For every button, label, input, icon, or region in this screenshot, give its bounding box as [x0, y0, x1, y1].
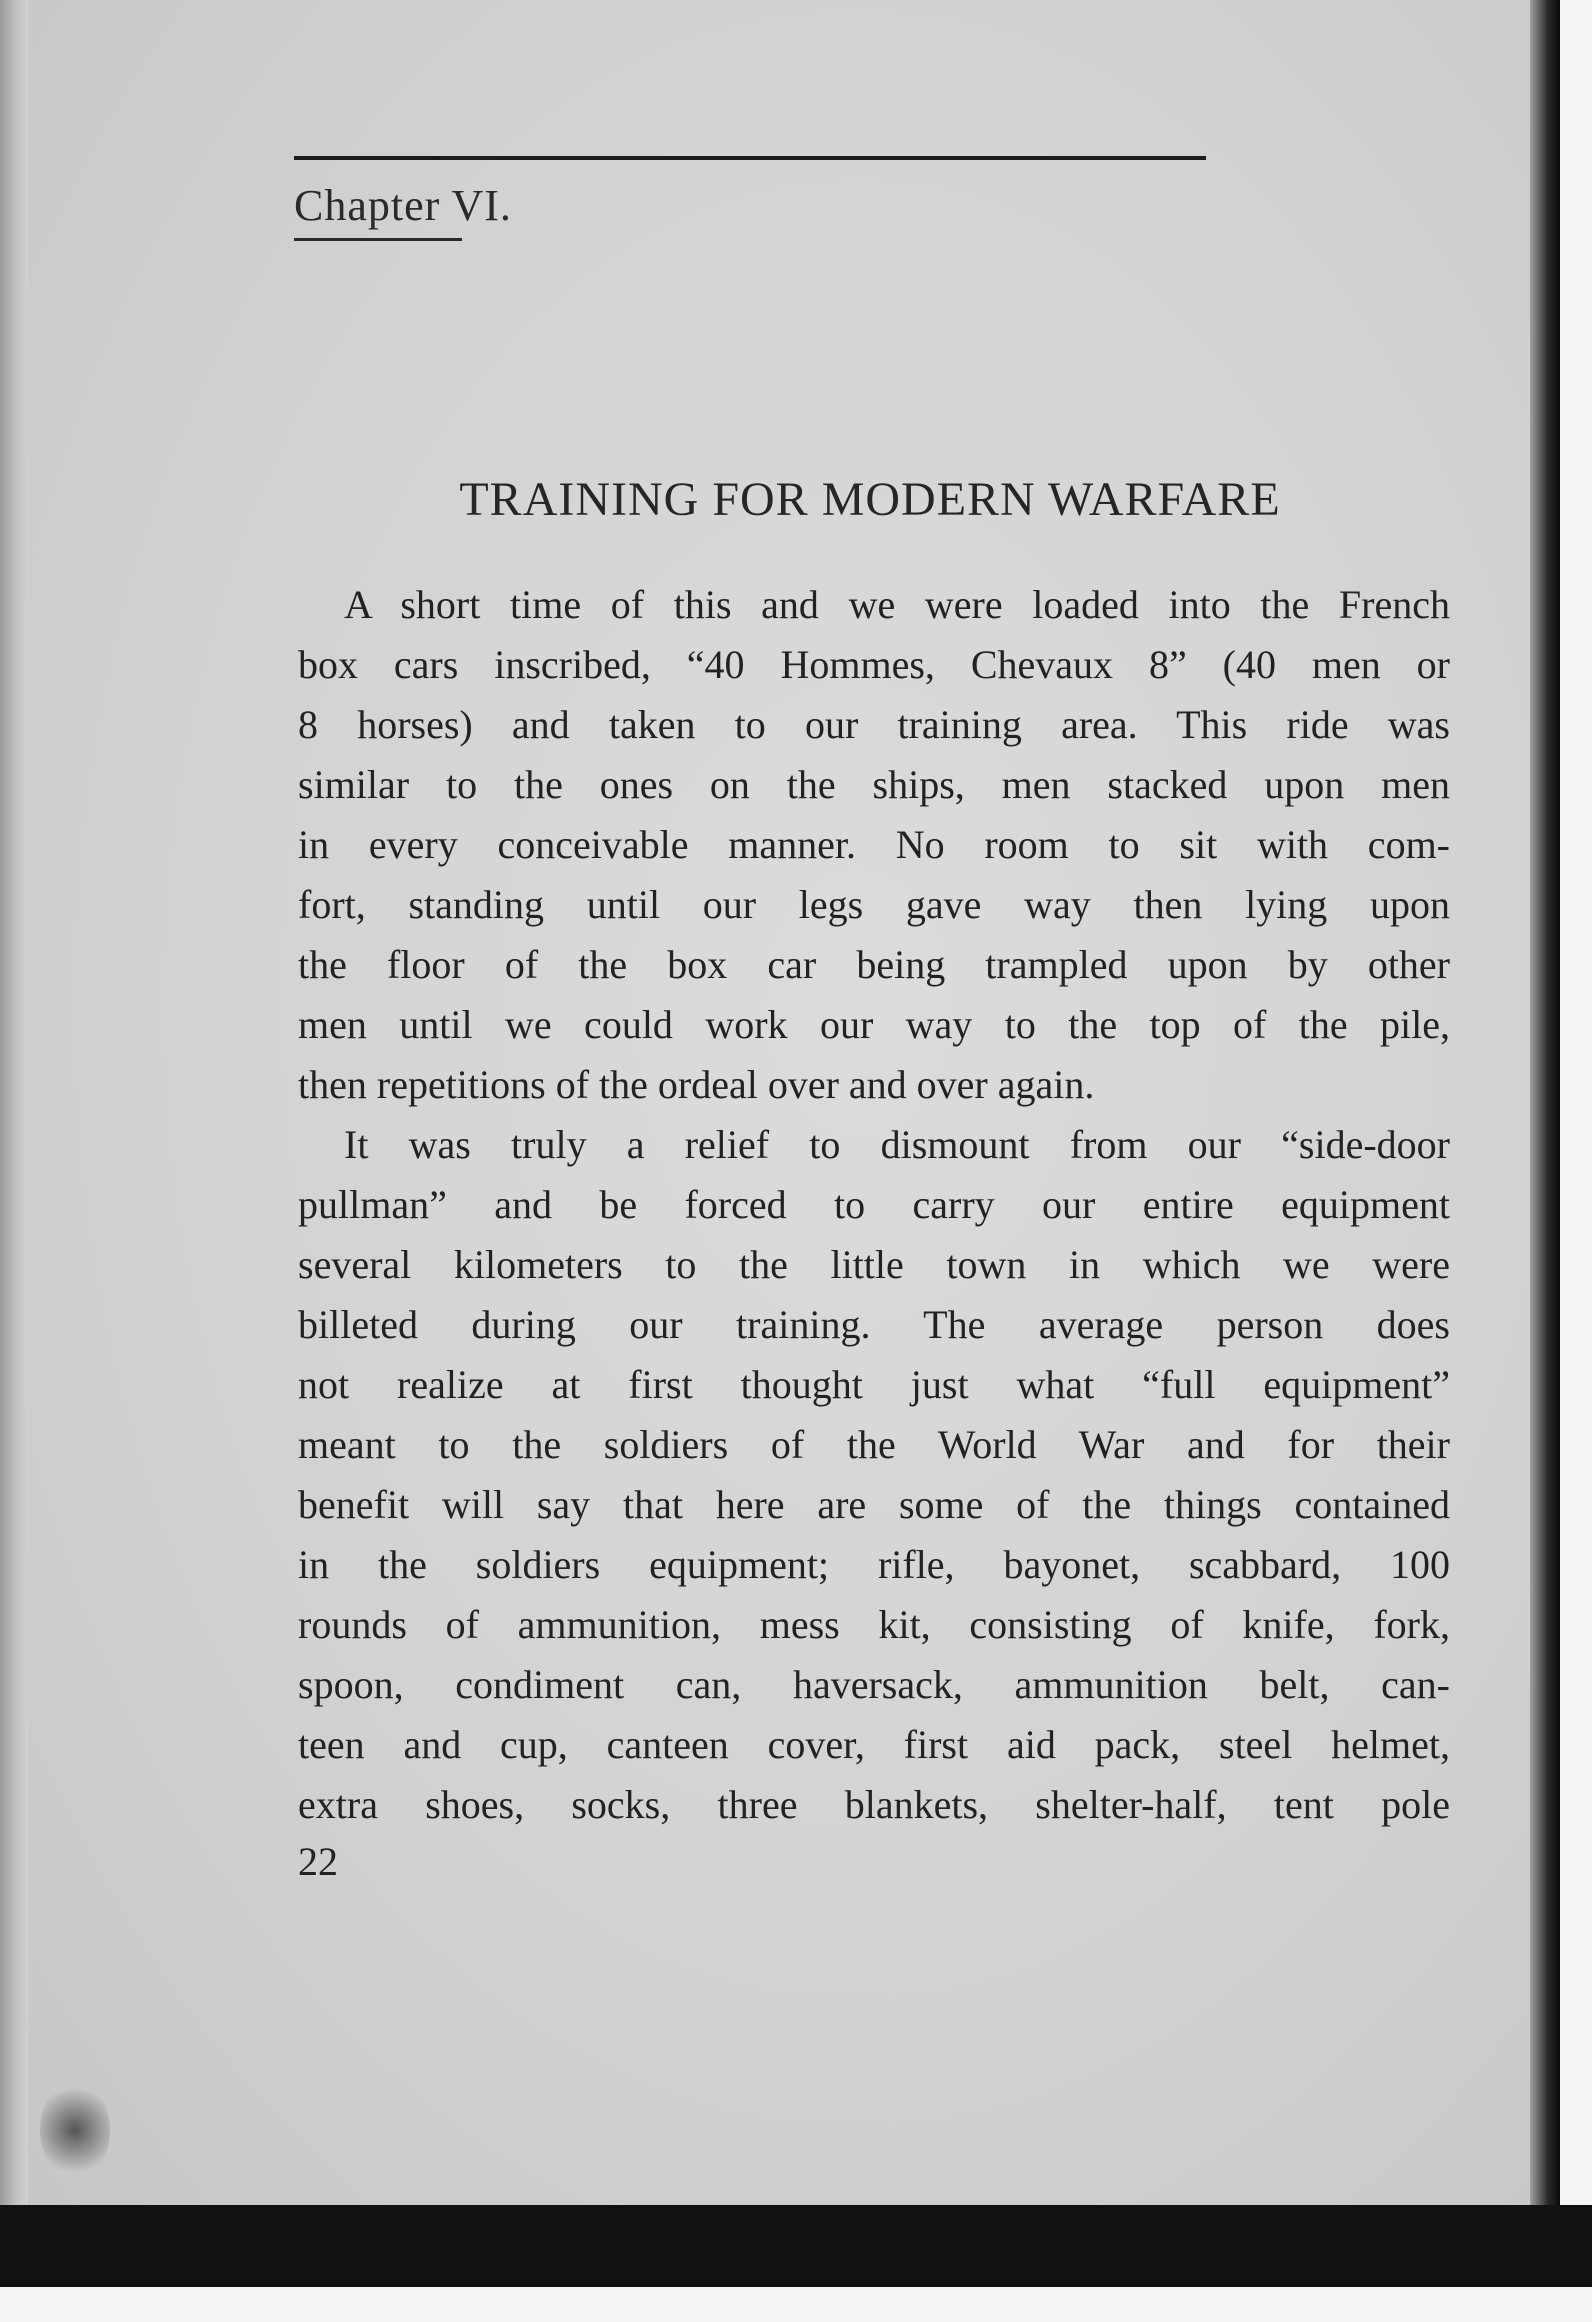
- text-line: spoon, condiment can, haversack, ammunition belt, can-: [298, 1662, 1450, 1707]
- chapter-underline: [294, 238, 462, 241]
- scan-blot: [40, 2080, 110, 2180]
- chapter-label: Chapter VI.: [294, 181, 512, 230]
- page-left-edge-shadow: [0, 0, 28, 2230]
- text-line: then repetitions of the ordeal over and over again.: [298, 1062, 1095, 1107]
- scan-background: [0, 2287, 1592, 2322]
- text-line: not realize at first thought just what “full equipment”: [298, 1362, 1450, 1407]
- text-line: 8 horses) and taken to our training area. This ride was: [298, 702, 1450, 747]
- text-line: men until we could work our way to the top of the pile,: [298, 1002, 1450, 1047]
- chapter-title: TRAINING FOR MODERN WARFARE: [459, 473, 1281, 526]
- text-line: box cars inscribed, “40 Hommes, Chevaux 8” (40 men or: [298, 642, 1450, 687]
- header-rule: [294, 156, 1206, 160]
- text-line: in the soldiers equipment; rifle, bayonet, scabbard, 100: [298, 1542, 1450, 1587]
- text-line: pullman” and be forced to carry our entire equipment: [298, 1182, 1450, 1227]
- chapter-heading: [294, 180, 512, 231]
- page-right-edge-shadow: [1530, 0, 1560, 2230]
- text-line: billeted during our training. The average person does: [298, 1302, 1450, 1347]
- text-line: in every conceivable manner. No room to sit with com-: [298, 822, 1450, 867]
- page-number: 22: [298, 1839, 338, 1884]
- text-line: fort, standing until our legs gave way then lying upon: [298, 882, 1450, 927]
- text-line: It was truly a relief to dismount from our “side-door: [344, 1122, 1450, 1167]
- text-line: extra shoes, socks, three blankets, shelter-half, tent pole: [298, 1782, 1450, 1827]
- text-line: benefit will say that here are some of the things contained: [298, 1482, 1450, 1527]
- text-line: the floor of the box car being trampled upon by other: [298, 942, 1450, 987]
- text-line: A short time of this and we were loaded into the French: [344, 582, 1450, 627]
- text-line: meant to the soldiers of the World War and for their: [298, 1422, 1450, 1467]
- text-line: rounds of ammunition, mess kit, consisting of knife, fork,: [298, 1602, 1450, 1647]
- scan-bottom-border: [0, 2205, 1592, 2287]
- text-line: teen and cup, canteen cover, first aid pack, steel helmet,: [298, 1722, 1450, 1767]
- body-text: [298, 575, 1450, 1835]
- text-line: similar to the ones on the ships, men stacked upon men: [298, 762, 1450, 807]
- text-line: several kilometers to the little town in which we were: [298, 1242, 1450, 1287]
